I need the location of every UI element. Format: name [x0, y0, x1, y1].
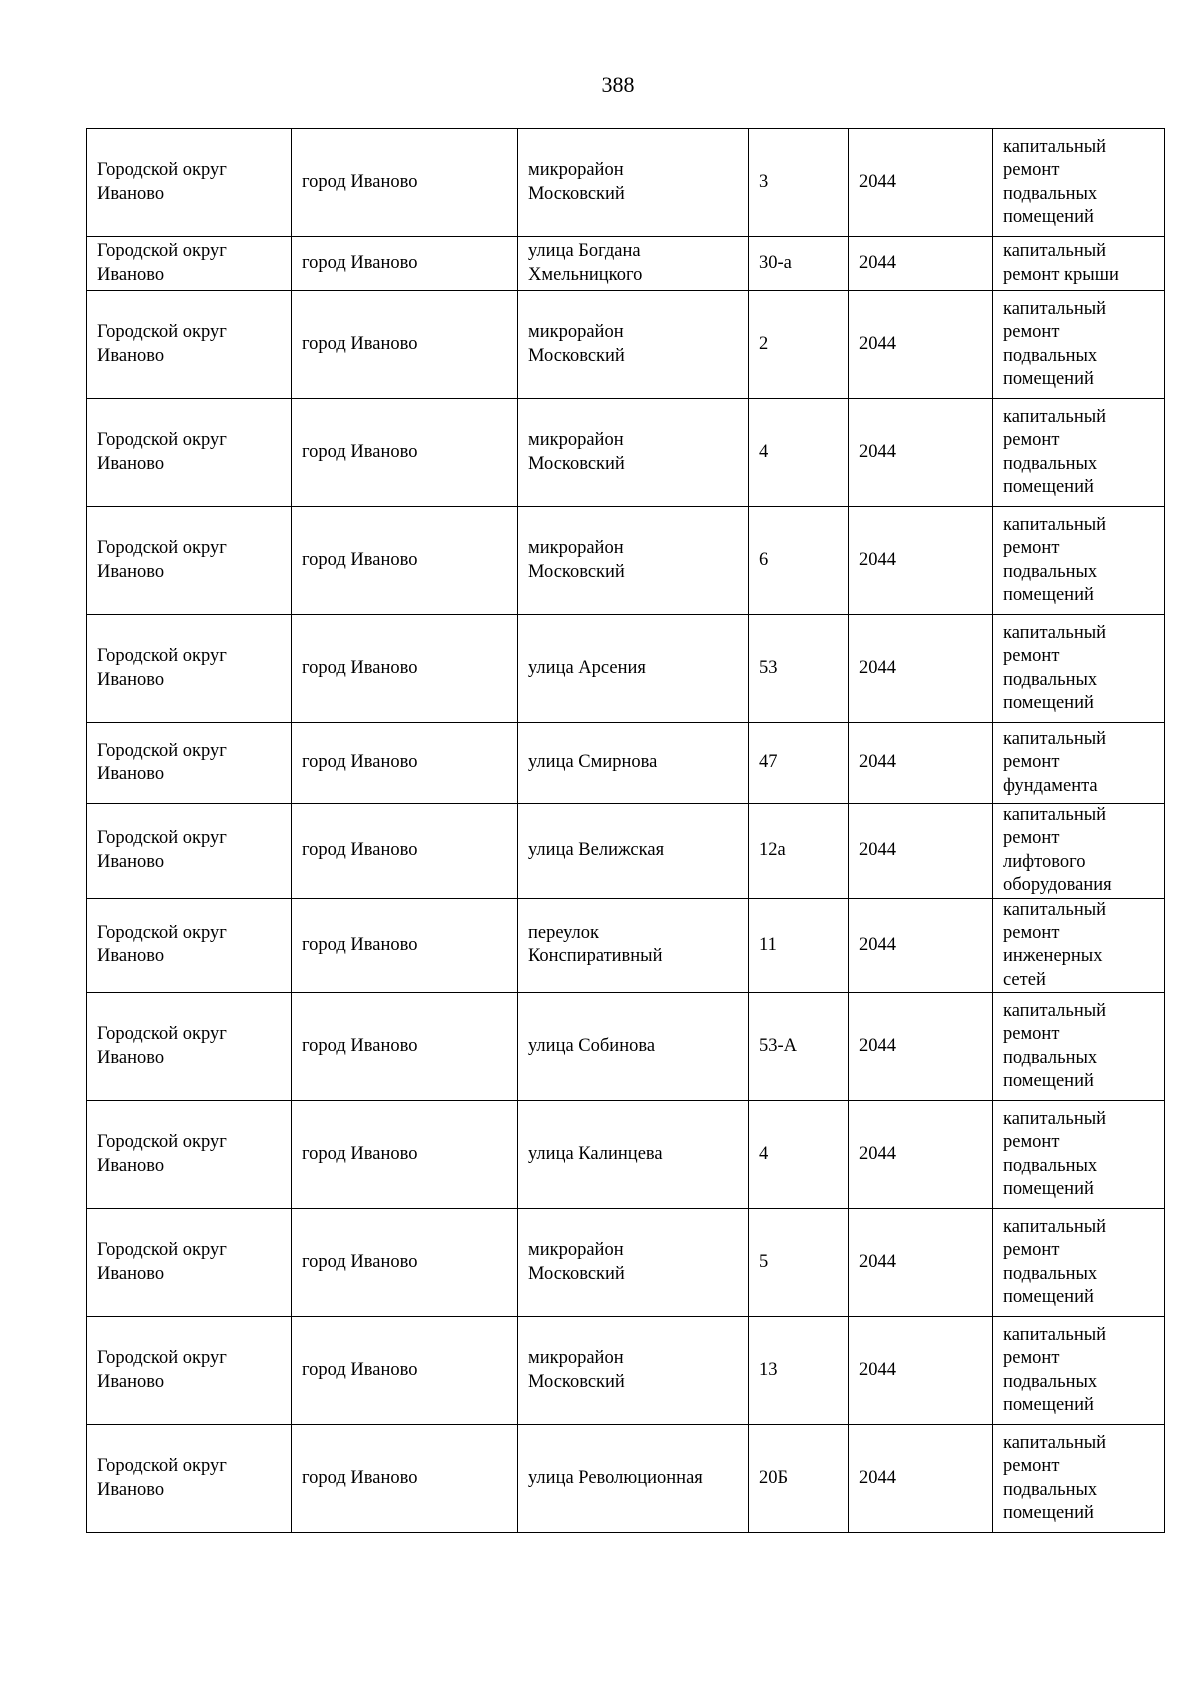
cell-street: улица Революционная	[518, 1425, 749, 1533]
cell-year: 2044	[849, 1425, 993, 1533]
cell-year: 2044	[849, 507, 993, 615]
cell-house-number: 2	[749, 291, 849, 399]
table-row	[87, 1425, 1165, 1533]
table-row	[87, 898, 1165, 993]
cell-work-type: капитальный ремонт подвальных помещений	[993, 507, 1165, 615]
cell-year: 2044	[849, 1317, 993, 1425]
cell-work-type: капитальный ремонт подвальных помещений	[993, 1209, 1165, 1317]
cell-street: улица Велижская	[518, 804, 749, 899]
cell-street: переулок Конспиративный	[518, 898, 749, 993]
cell-settlement: город Иваново	[292, 1317, 518, 1425]
cell-street: микрорайон Московский	[518, 399, 749, 507]
page-number: 388	[601, 72, 635, 97]
cell-settlement: город Иваново	[292, 723, 518, 804]
cell-district: Городской округ Иваново	[87, 1425, 292, 1533]
cell-house-number: 4	[749, 399, 849, 507]
cell-settlement: город Иваново	[292, 615, 518, 723]
table-row	[87, 129, 1165, 237]
cell-settlement: город Иваново	[292, 1101, 518, 1209]
cell-work-type: капитальный ремонт лифтового оборудования	[993, 804, 1165, 899]
cell-district: Городской округ Иваново	[87, 399, 292, 507]
cell-street: микрорайон Московский	[518, 1317, 749, 1425]
cell-year: 2044	[849, 898, 993, 993]
cell-street: микрорайон Московский	[518, 507, 749, 615]
cell-year: 2044	[849, 291, 993, 399]
cell-house-number: 47	[749, 723, 849, 804]
table-row	[87, 1317, 1165, 1425]
cell-house-number: 5	[749, 1209, 849, 1317]
cell-district: Городской округ Иваново	[87, 615, 292, 723]
cell-house-number: 30-а	[749, 237, 849, 291]
table-row	[87, 1101, 1165, 1209]
cell-district: Городской округ Иваново	[87, 237, 292, 291]
cell-district: Городской округ Иваново	[87, 1209, 292, 1317]
table-row	[87, 1209, 1165, 1317]
cell-settlement: город Иваново	[292, 993, 518, 1101]
cell-settlement: город Иваново	[292, 129, 518, 237]
cell-house-number: 20Б	[749, 1425, 849, 1533]
cell-house-number: 13	[749, 1317, 849, 1425]
cell-district: Городской округ Иваново	[87, 723, 292, 804]
cell-settlement: город Иваново	[292, 804, 518, 899]
table-row	[87, 993, 1165, 1101]
cell-work-type: капитальный ремонт подвальных помещений	[993, 993, 1165, 1101]
cell-work-type: капитальный ремонт подвальных помещений	[993, 1101, 1165, 1209]
cell-house-number: 6	[749, 507, 849, 615]
cell-settlement: город Иваново	[292, 291, 518, 399]
cell-year: 2044	[849, 1209, 993, 1317]
cell-year: 2044	[849, 1101, 993, 1209]
cell-house-number: 11	[749, 898, 849, 993]
table-row	[87, 237, 1165, 291]
cell-street: микрорайон Московский	[518, 291, 749, 399]
table-row	[87, 804, 1165, 899]
cell-district: Городской округ Иваново	[87, 129, 292, 237]
cell-house-number: 53	[749, 615, 849, 723]
cell-street: улица Арсения	[518, 615, 749, 723]
cell-year: 2044	[849, 723, 993, 804]
cell-work-type: капитальный ремонт подвальных помещений	[993, 399, 1165, 507]
cell-year: 2044	[849, 804, 993, 899]
cell-work-type: капитальный ремонт подвальных помещений	[993, 129, 1165, 237]
cell-district: Городской округ Иваново	[87, 898, 292, 993]
table-row	[87, 723, 1165, 804]
cell-street: микрорайон Московский	[518, 1209, 749, 1317]
cell-year: 2044	[849, 237, 993, 291]
cell-house-number: 12а	[749, 804, 849, 899]
cell-work-type: капитальный ремонт подвальных помещений	[993, 291, 1165, 399]
cell-work-type: капитальный ремонт крыши	[993, 237, 1165, 291]
table-body	[87, 129, 1165, 1533]
cell-settlement: город Иваново	[292, 1209, 518, 1317]
cell-settlement: город Иваново	[292, 237, 518, 291]
cell-street: улица Смирнова	[518, 723, 749, 804]
cell-street: улица Калинцева	[518, 1101, 749, 1209]
cell-settlement: город Иваново	[292, 898, 518, 993]
cell-settlement: город Иваново	[292, 1425, 518, 1533]
cell-district: Городской округ Иваново	[87, 507, 292, 615]
table-row	[87, 399, 1165, 507]
cell-settlement: город Иваново	[292, 399, 518, 507]
cell-street: микрорайон Московский	[518, 129, 749, 237]
repair-schedule-table	[86, 128, 1165, 1533]
cell-year: 2044	[849, 129, 993, 237]
cell-year: 2044	[849, 399, 993, 507]
cell-district: Городской округ Иваново	[87, 1101, 292, 1209]
cell-house-number: 3	[749, 129, 849, 237]
cell-street: улица Богдана Хмельницкого	[518, 237, 749, 291]
cell-work-type: капитальный ремонт подвальных помещений	[993, 1425, 1165, 1533]
table-row	[87, 507, 1165, 615]
table-row	[87, 291, 1165, 399]
cell-district: Городской округ Иваново	[87, 804, 292, 899]
table-row	[87, 615, 1165, 723]
cell-district: Городской округ Иваново	[87, 291, 292, 399]
cell-settlement: город Иваново	[292, 507, 518, 615]
cell-house-number: 4	[749, 1101, 849, 1209]
cell-work-type: капитальный ремонт подвальных помещений	[993, 1317, 1165, 1425]
cell-house-number: 53-А	[749, 993, 849, 1101]
cell-district: Городской округ Иваново	[87, 1317, 292, 1425]
cell-work-type: капитальный ремонт инженерных сетей	[993, 898, 1165, 993]
cell-district: Городской округ Иваново	[87, 993, 292, 1101]
cell-work-type: капитальный ремонт фундамента	[993, 723, 1165, 804]
cell-year: 2044	[849, 993, 993, 1101]
cell-work-type: капитальный ремонт подвальных помещений	[993, 615, 1165, 723]
cell-year: 2044	[849, 615, 993, 723]
cell-street: улица Собинова	[518, 993, 749, 1101]
